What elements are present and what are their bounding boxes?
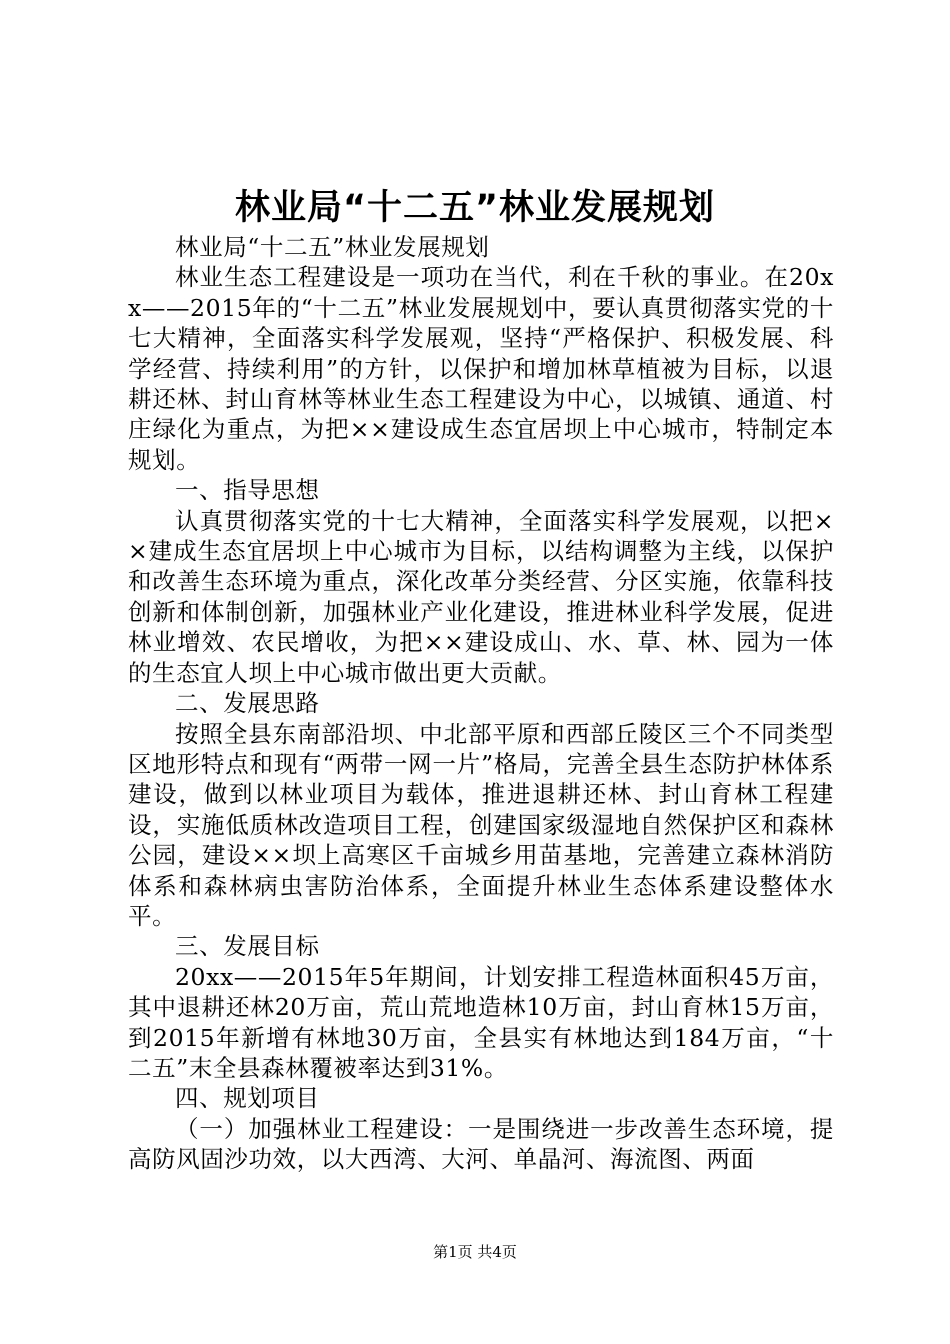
development-ideas-paragraph: 按照全县东南部沿坝、中北部平原和西部丘陵区三个不同类型区地形特点和现有“两带一网一片”格局，完善全县生态防护林体系建设，做到以林业项目为载体，推进退耕还林、封山育林工程建设，实施低质林改造项目工程，创建国家级湿地自然保护区和森林公园，建设××坝上高寒区千亩城乡用苗基地，完善建立森林消防体系和森林病虫害防治体系，全面提升林业生态体系建设整体水平。 — [128, 719, 834, 930]
document-title: 林业局“十二五”林业发展规划 — [234, 188, 715, 228]
section-heading-development-ideas: 二、发展思路 — [175, 689, 320, 718]
section-heading-guiding-thought: 一、指导思想 — [175, 476, 320, 505]
section-heading-planned-projects: 四、规划项目 — [175, 1084, 320, 1113]
page-footer — [0, 1242, 950, 1262]
intro-paragraph: 林业生态工程建设是一项功在当代，利在千秋的事业。在20xx——2015年的“十二五”林业发展规划中，要认真贯彻落实党的十七大精神，全面落实科学发展观，坚持“严格保护、积极发展、科学经营、持续利用”的方针，以保护和增加林草植被为目标，以退耕还林、封山育林等林业生态工程建设为中心，以城镇、通道、村庄绿化为重点，为把××建设成生态宜居坝上中心城市，特制定本规划。 — [128, 263, 834, 474]
page-total: 共4页 — [477, 1243, 517, 1261]
subtitle-paragraph: 林业局“十二五”林业发展规划 — [175, 233, 490, 261]
page-number: 第1页 — [433, 1243, 473, 1261]
section-heading-development-goals: 三、发展目标 — [175, 932, 320, 961]
document-body — [128, 232, 834, 1175]
development-goals-paragraph: 20xx——2015年5年期间，计划安排工程造林面积45万亩，其中退耕还林20万亩，荒山荒地造林10万亩，封山育林15万亩，到2015年新增有林地30万亩，全县实有林地达到184万亩，“十二五”末全县森林覆被率达到31%。 — [128, 962, 834, 1082]
planned-projects-paragraph: （一）加强林业工程建设：一是围绕进一步改善生态环境，提高防风固沙功效，以大西湾、大河、单晶河、海流图、两面 — [128, 1114, 834, 1174]
guiding-thought-paragraph: 认真贯彻落实党的十七大精神，全面落实科学发展观，以把××建成生态宜居坝上中心城市为目标，以结构调整为主线，以保护和改善生态环境为重点，深化改革分类经营、分区实施，依靠科技创新和体制创新，加强林业产业化建设，推进林业科学发展，促进林业增效、农民增收，为把××建设成山、水、草、林、园为一体的生态宜人坝上中心城市做出更大贡献。 — [128, 506, 834, 687]
